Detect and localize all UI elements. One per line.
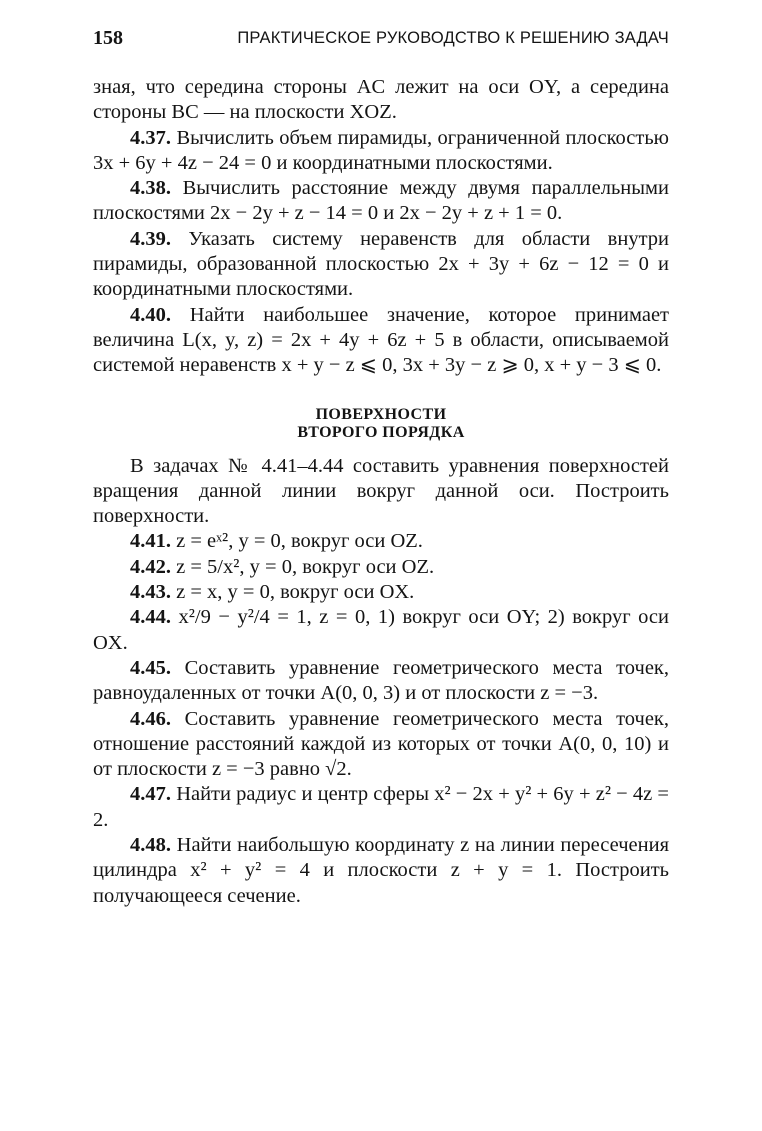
section-title xyxy=(93,406,669,442)
problem-number: 4.41. xyxy=(130,530,171,553)
problem-number: 4.45. xyxy=(130,656,171,679)
page-body xyxy=(93,75,669,909)
problem-text: Найти радиус и центр сферы x² − 2x + y² + 6y + z² − 4z = 2. xyxy=(93,783,669,831)
problem-item xyxy=(93,529,669,554)
problem-list-top xyxy=(93,126,669,379)
problem-number: 4.39. xyxy=(130,227,171,250)
problem-text: Составить уравнение геометрического места точек, отношение расстояний каждой из которых от точки A(0, 0, 10) и от плоскости z = −3 равно √2. xyxy=(93,707,670,781)
problem-text: z = 5/x², y = 0, вокруг оси OZ. xyxy=(176,555,435,578)
problem-number: 4.42. xyxy=(130,555,171,578)
problem-item xyxy=(93,782,669,833)
problem-text: Найти наибольшую координату z на линии пересечения цилиндра x² + y² = 4 и плоскости z + y = 1. Построить получающееся сечение. xyxy=(93,834,670,907)
problem-item xyxy=(93,605,669,656)
section-title-line-1: ПОВЕРХНОСТИ xyxy=(315,405,447,423)
page-header xyxy=(93,18,669,48)
continuation-paragraph: зная, что середина стороны AC лежит на оси OY, а середина стороны BC — на плоскости XOZ. xyxy=(93,76,669,124)
problem-item xyxy=(93,833,669,909)
problem-text: z = x, y = 0, вокруг оси OX. xyxy=(176,581,415,604)
problem-number: 4.47. xyxy=(130,783,171,806)
problem-item xyxy=(93,580,669,605)
problem-item xyxy=(93,656,669,707)
problem-list-bottom xyxy=(93,529,669,908)
problem-item xyxy=(93,227,669,303)
section-intro: В задачах № 4.41–4.44 составить уравнения поверхностей вращения данной линии вокруг данной оси. Построить поверхности. xyxy=(93,454,669,528)
page-number: 158 xyxy=(93,27,123,49)
problem-text: Вычислить объем пирамиды, ограниченной плоскостью 3x + 6y + 4z − 24 = 0 и координатными плоскостями. xyxy=(93,126,669,174)
problem-number: 4.46. xyxy=(130,707,171,730)
section-title-line-2: ВТОРОГО ПОРЯДКА xyxy=(297,423,465,441)
problem-number: 4.44. xyxy=(130,606,171,629)
problem-item xyxy=(93,707,669,783)
problem-item xyxy=(93,303,669,379)
problem-text: Указать систему неравенств для области внутри пирамиды, образованной плоскостью 2x + 3y + 6z − 12 = 0 и координатными плоскостями. xyxy=(93,227,669,301)
problem-number: 4.48. xyxy=(130,834,171,857)
problem-item xyxy=(93,176,669,227)
problem-text: Вычислить расстояние между двумя параллельными плоскостями 2x − 2y + z − 14 = 0 и 2x − 2y + z + 1 = 0. xyxy=(93,177,669,225)
problem-number: 4.37. xyxy=(130,126,171,149)
running-title: ПРАКТИЧЕСКОЕ РУКОВОДСТВО К РЕШЕНИЮ ЗАДАЧ xyxy=(237,29,669,47)
problem-number: 4.38. xyxy=(130,177,171,200)
problem-number: 4.40. xyxy=(130,303,171,326)
problem-number: 4.43. xyxy=(130,581,171,604)
problem-text: Найти наибольшее значение, которое принимает величина L(x, y, z) = 2x + 4y + 6z + 5 в области, описываемой системой неравенств x + y − z ⩽ 0, 3x + 3y − z ⩾ 0, x + y − 3 ⩽ 0. xyxy=(93,303,670,377)
problem-text: z = eˣ², y = 0, вокруг оси OZ. xyxy=(176,530,423,553)
problem-text: Составить уравнение геометрического места точек, равноудаленных от точки A(0, 0, 3) и от плоскости z = −3. xyxy=(93,656,670,705)
problem-text: x²/9 − y²/4 = 1, z = 0, 1) вокруг оси OY; 2) вокруг оси OX. xyxy=(93,606,670,654)
problem-item xyxy=(93,126,669,177)
problem-item xyxy=(93,555,669,580)
